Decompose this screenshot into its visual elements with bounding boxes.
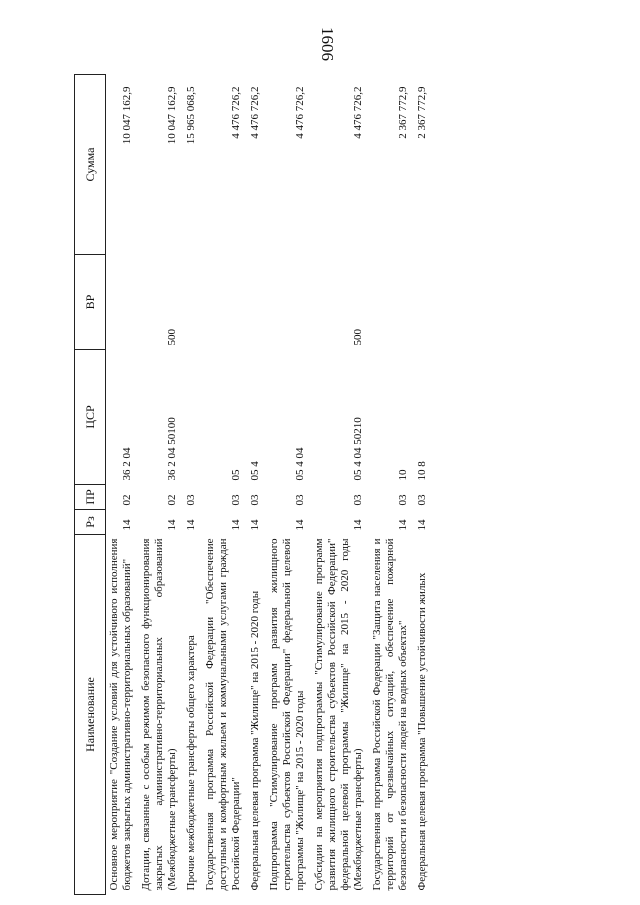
row-vr (202, 255, 247, 350)
row-vr (247, 255, 266, 350)
header-sum: Сумма (75, 75, 106, 255)
row-sum: 4 476 726,2 (230, 86, 242, 139)
row-vr (266, 255, 311, 350)
row-rz: 14 (249, 519, 261, 531)
page-number: 1606 (318, 27, 337, 61)
row-csr: 36 2 04 (121, 447, 133, 481)
row-sum: 4 476 726,2 (249, 86, 261, 139)
row-csr: 05 4 (249, 461, 261, 481)
row-pr: 02 (121, 494, 133, 506)
table-row (247, 75, 266, 895)
table-row (311, 75, 369, 895)
table-row (138, 75, 183, 895)
row-name: Государственная программа Российской Федерации "Обеспечение доступным и комфортным жильем и коммунальными услугами граждан Российской Федерации" (204, 538, 242, 891)
row-csr: 05 4 04 (294, 447, 306, 481)
row-vr (106, 255, 139, 350)
row-pr: 03 (230, 494, 242, 506)
row-csr: 36 2 04 50100 (166, 417, 178, 481)
table-row (106, 75, 139, 895)
row-rz: 14 (294, 519, 306, 531)
row-name: Подпрограмма "Стимулирование программ развития жилищного строительства субъектов Российской Федерации" федеральной целевой программы "Жилище" на 2015 - 2020 годы (268, 538, 306, 891)
row-vr (414, 255, 434, 350)
table-row (414, 75, 434, 895)
row-csr: 10 (397, 469, 409, 481)
row-name: Государственная программа Российской Федерации "Защита населения и территорий от чрезвычайных ситуаций, обеспечение пожарной безопасности и безопасности людей на водных объектах" (371, 538, 409, 891)
row-pr: 03 (397, 494, 409, 506)
rotated-table-frame (74, 75, 604, 895)
row-pr: 03 (416, 494, 428, 506)
row-name: Федеральная целевая программа "Повышение устойчивости жилых (416, 572, 428, 891)
row-rz: 14 (416, 519, 428, 531)
budget-table (74, 74, 434, 895)
table-row (369, 75, 414, 895)
row-pr: 02 (166, 494, 178, 506)
row-sum: 2 367 772,9 (416, 86, 428, 139)
row-vr (369, 255, 414, 350)
row-vr (183, 255, 202, 350)
row-vr: 500 (166, 329, 178, 346)
table-row (183, 75, 202, 895)
table-row (266, 75, 311, 895)
row-rz: 14 (121, 519, 133, 531)
row-name: Федеральная целевая программа "Жилище" на 2015 - 2020 годы (249, 590, 261, 891)
header-rz: Рз (75, 510, 106, 535)
row-csr: 05 4 04 50210 (352, 417, 364, 481)
row-csr (183, 350, 202, 485)
row-sum: 15 965 068,5 (185, 86, 197, 145)
row-sum: 4 476 726,2 (294, 86, 306, 139)
row-rz: 14 (397, 519, 409, 531)
row-vr: 500 (352, 329, 364, 346)
row-rz: 14 (352, 519, 364, 531)
row-pr: 03 (249, 494, 261, 506)
header-pr: ПР (75, 485, 106, 510)
header-vr: ВР (75, 255, 106, 350)
row-name: Прочие межбюджетные трансферты общего характера (185, 635, 197, 891)
table-header (75, 75, 106, 895)
row-csr: 05 (230, 469, 242, 481)
row-pr: 03 (352, 494, 364, 506)
row-sum: 2 367 772,9 (397, 86, 409, 139)
row-pr: 03 (294, 494, 306, 506)
row-sum: 10 047 162,9 (166, 86, 178, 145)
table-row (202, 75, 247, 895)
row-rz: 14 (166, 519, 178, 531)
row-pr: 03 (185, 494, 197, 506)
header-name: Наименование (75, 535, 106, 895)
table-body (106, 75, 435, 895)
row-rz: 14 (230, 519, 242, 531)
row-name: Дотации, связанные с особым режимом безопасного функционирования закрытых административно-территориальных образований (Межбюджетные трансферты) (140, 538, 178, 891)
row-sum: 4 476 726,2 (352, 86, 364, 139)
row-sum: 10 047 162,9 (121, 86, 133, 145)
row-rz: 14 (185, 519, 197, 531)
row-csr: 10 8 (416, 461, 428, 481)
row-name: Основное мероприятие "Создание условий для устойчивого исполнения бюджетов закрытых административно-территориальных образований" (108, 538, 133, 891)
row-name: Субсидии на мероприятия подпрограммы "Стимулирование программ развития жилищного строительства субъектов Российской Федерации" федеральной целевой программы "Жилище" на 2015 - 2020 годы (Межбюджетные трансферты) (313, 538, 364, 891)
header-csr: ЦСР (75, 350, 106, 485)
